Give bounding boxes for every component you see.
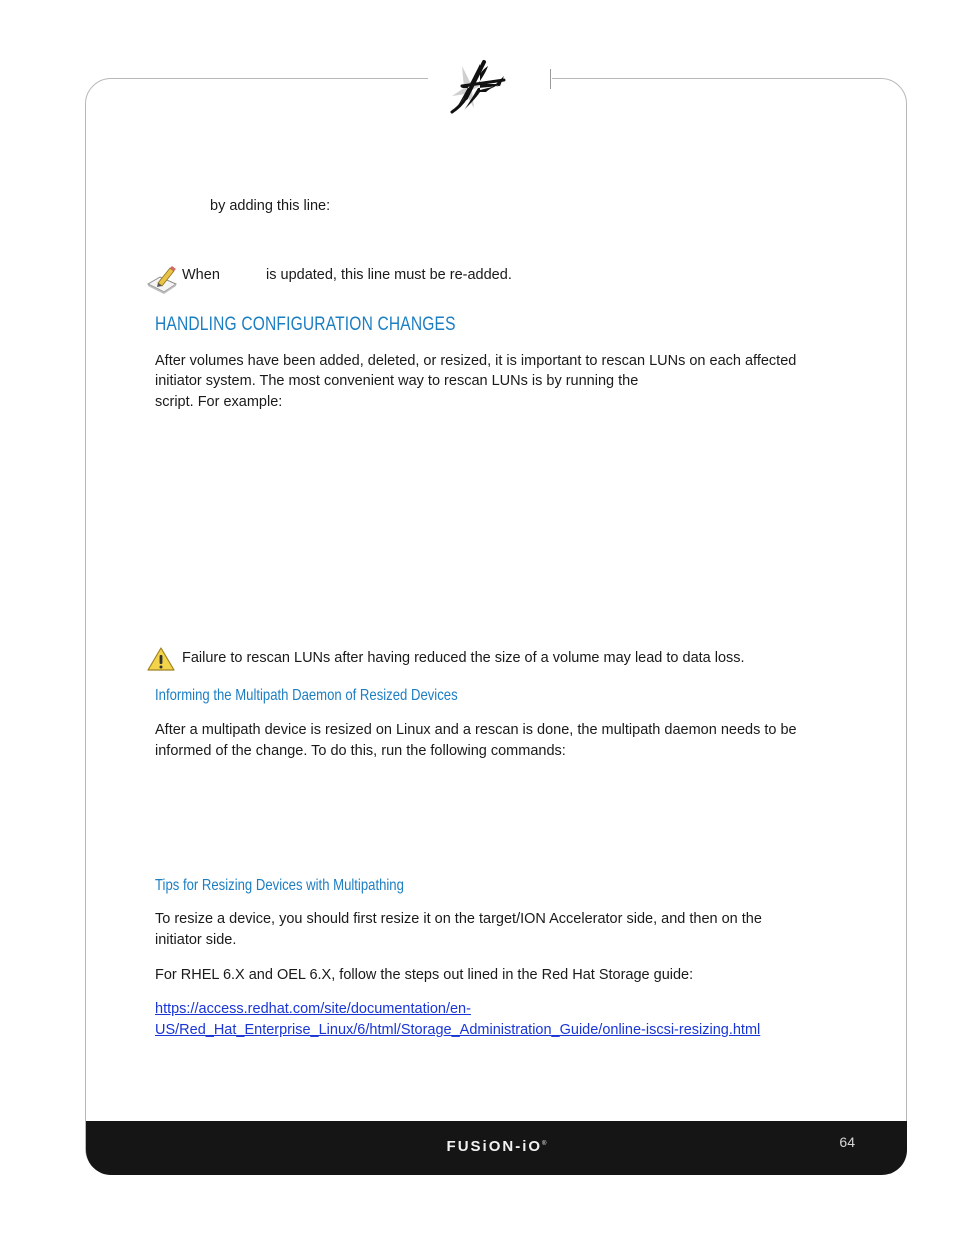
subsection2-line1: To resize a device, you should first resize it on the target/ION Accelerator side, and then on the bbox=[155, 911, 762, 927]
footer-brand-text: FUSiON-iO bbox=[446, 1138, 543, 1155]
note-text-before: When bbox=[182, 267, 220, 283]
section-para-line3: script. For example: bbox=[155, 394, 283, 410]
subsection2-line2: initiator side. bbox=[155, 932, 237, 948]
fusion-io-star-logo-icon bbox=[440, 58, 514, 116]
section-para-line1: After volumes have been added, deleted, or resized, it is important to rescan LUNs on each affected bbox=[155, 353, 797, 369]
subsection1-line1: After a multipath device is resized on Linux and a rescan is done, the multipath daemon needs to be bbox=[155, 722, 797, 738]
redhat-guide-link-line2[interactable]: US/Red_Hat_Enterprise_Linux/6/html/Storage_Administration_Guide/online-iscsi-resizing.html bbox=[155, 1022, 761, 1038]
intro-line: by adding this line: bbox=[210, 198, 331, 214]
registered-mark: ® bbox=[542, 1141, 547, 1147]
warning-text: Failure to rescan LUNs after having reduced the size of a volume may lead to data loss. bbox=[182, 650, 745, 666]
note-pencil-icon bbox=[145, 264, 179, 294]
subsection1-line2: informed of the change. To do this, run the following commands: bbox=[155, 743, 566, 759]
redhat-guide-link-line1[interactable]: https://access.redhat.com/site/documentation/en- bbox=[155, 1001, 471, 1017]
subsection2-para2: For RHEL 6.X and OEL 6.X, follow the steps out lined in the Red Hat Storage guide: bbox=[155, 967, 694, 983]
note-text-after: is updated, this line must be re-added. bbox=[266, 267, 512, 283]
subsection1-title: Informing the Multipath Daemon of Resized Devices bbox=[155, 687, 458, 704]
warning-triangle-icon bbox=[147, 646, 175, 672]
redhat-guide-link-block bbox=[155, 999, 835, 1041]
footer-brand-logo bbox=[86, 1138, 907, 1155]
footer-bar bbox=[86, 1121, 907, 1175]
section-title: HANDLING CONFIGURATION CHANGES bbox=[155, 314, 456, 335]
subsection2-title: Tips for Resizing Devices with Multipathing bbox=[155, 877, 404, 894]
header-divider-tick bbox=[550, 69, 551, 89]
section-para-line2: initiator system. The most convenient way to rescan LUNs is by running the bbox=[155, 373, 639, 389]
page-number: 64 bbox=[839, 1134, 855, 1150]
